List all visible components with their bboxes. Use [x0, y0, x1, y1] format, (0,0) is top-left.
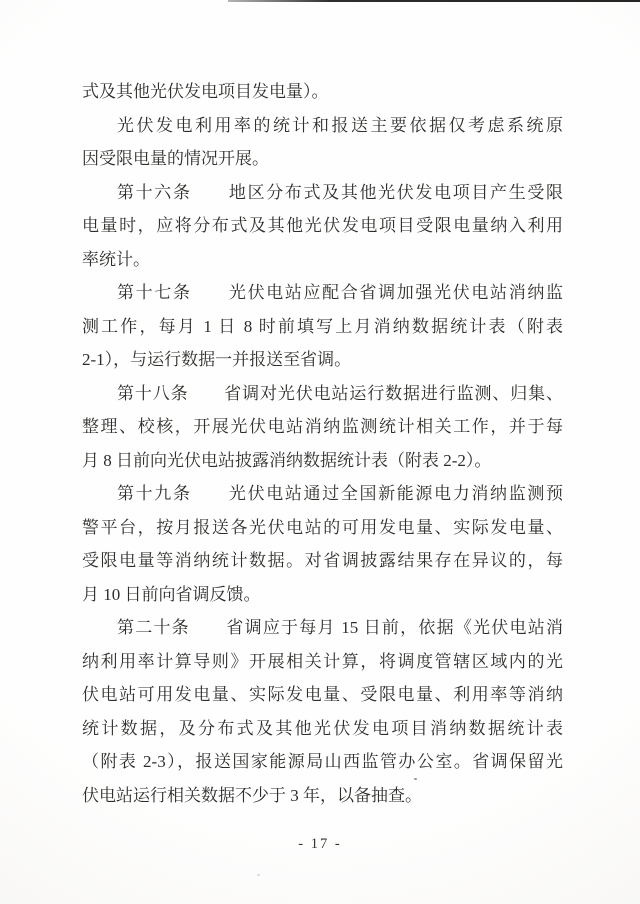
- text-line: 2-1），与运行数据一并报送至省调。: [82, 350, 352, 369]
- text-line: 纳利用率计算导则》开展相关计算，将调度管辖区域内的光: [82, 651, 563, 671]
- text-line: 伏电站可用发电量、实际发电量、受限电量、利用率等消纳: [82, 685, 563, 704]
- scan-speck: [257, 874, 260, 876]
- text-line: （附表 2-3），报送国家能源局山西监管办公室。省调保留光: [82, 752, 563, 771]
- text-line: 月 10 日前向省调反馈。: [82, 584, 261, 604]
- text-line: 式及其他光伏发电项目发电量）。: [82, 82, 329, 101]
- scan-speck: [414, 778, 417, 780]
- text-line: 因受限电量的情况开展。: [82, 149, 269, 168]
- scan-artifact-line: [228, 0, 640, 2]
- text-line: 第十六条 地区分布式及其他光伏发电项目产生受限: [117, 182, 563, 202]
- text-line: 第十九条 光伏电站通过全国新能源电力消纳监测预: [117, 484, 563, 503]
- text-line: 整理、校核，开展光伏电站消纳监测统计相关工作，并于每: [82, 417, 563, 436]
- text-line: 第二十条 省调应于每月 15 日前，依据《光伏电站消: [117, 618, 563, 637]
- text-line: 统计数据，及分布式及其他光伏发电项目消纳数据统计表: [82, 718, 563, 738]
- text-line: 率统计。: [82, 249, 150, 269]
- page-number: - 17 -: [298, 836, 342, 852]
- page-body: [82, 75, 563, 812]
- text-line: 测工作，每月 1 日 8 时前填写上月消纳数据统计表（附表: [82, 316, 563, 336]
- text-line: 警平台，按月报送各光伏电站的可用发电量、实际发电量、: [82, 517, 563, 537]
- text-line: 第十八条 省调对光伏电站运行数据进行监测、归集、: [117, 383, 563, 403]
- text-line: 受限电量等消纳统计数据。对省调披露结果存在异议的，每: [82, 551, 563, 570]
- text-line: 电量时，应将分布式及其他光伏发电项目受限电量纳入利用: [82, 216, 563, 235]
- text-line: 第十七条 光伏电站应配合省调加强光伏电站消纳监: [117, 283, 563, 302]
- text-line: 伏电站运行相关数据不少于 3 年，以备抽查。: [82, 785, 422, 805]
- text-line: 月 8 日前向光伏电站披露消纳数据统计表（附表 2-2）。: [82, 450, 492, 470]
- text-line: 光伏发电利用率的统计和报送主要依据仅考虑系统原: [117, 115, 563, 135]
